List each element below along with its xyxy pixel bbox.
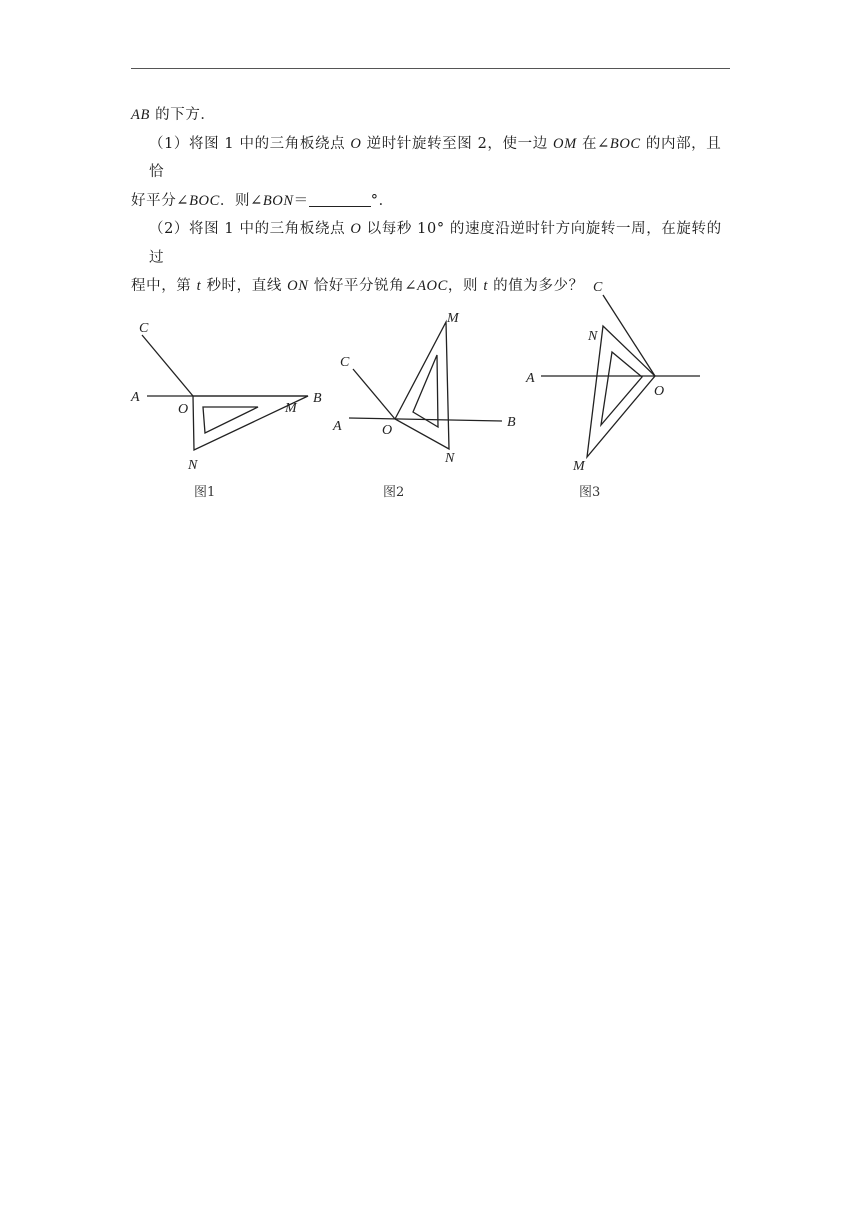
figure-3-caption: 图3 <box>579 485 601 500</box>
triangle-inner <box>203 407 258 433</box>
triangle-inner <box>413 355 438 427</box>
question-1: （1）将图 1 中的三角板绕点 O 逆时针旋转至图 2，使一边 OM 在∠BOC 的内部，且恰 <box>149 135 722 180</box>
ray-oc <box>142 335 193 396</box>
label-n: N <box>588 329 598 344</box>
triangle-outer <box>587 326 655 457</box>
triangle-outer <box>395 322 449 449</box>
label-o: O <box>654 384 665 399</box>
figure-1 <box>130 321 322 500</box>
label-m: M <box>447 311 459 326</box>
label-m: M <box>573 459 585 474</box>
label-n: N <box>188 458 198 473</box>
figure-2-caption: 图2 <box>383 485 405 500</box>
label-a: A <box>131 390 140 405</box>
label-a: A <box>333 419 342 434</box>
label-c: C <box>139 321 149 336</box>
figure-3 <box>525 280 700 500</box>
label-o: O <box>178 402 189 417</box>
question-1-cont: 好平分∠BOC．则∠BON＝ °． <box>131 187 731 216</box>
triangle-inner <box>601 352 642 425</box>
label-c: C <box>593 280 603 295</box>
question-2-cont: 程中，第 t 秒时，直线 ON 恰好平分锐角∠AOC，则 t 的值为多少？ <box>131 278 584 294</box>
label-b: B <box>313 391 322 406</box>
label-b: B <box>507 415 516 430</box>
question-2: （2）将图 1 中的三角板绕点 O 以每秒 10° 的速度沿逆时针方向旋转一周，在旋转的过 <box>149 221 722 266</box>
label-m: M <box>285 401 297 416</box>
figure-1-caption: 图1 <box>194 485 216 500</box>
ray-oc <box>353 369 395 419</box>
label-a: A <box>526 371 535 386</box>
label-o: O <box>382 423 393 438</box>
label-n: N <box>445 451 455 466</box>
intro-line: AB 的下方． <box>131 107 216 123</box>
figure-2 <box>332 311 516 500</box>
label-c: C <box>340 355 350 370</box>
